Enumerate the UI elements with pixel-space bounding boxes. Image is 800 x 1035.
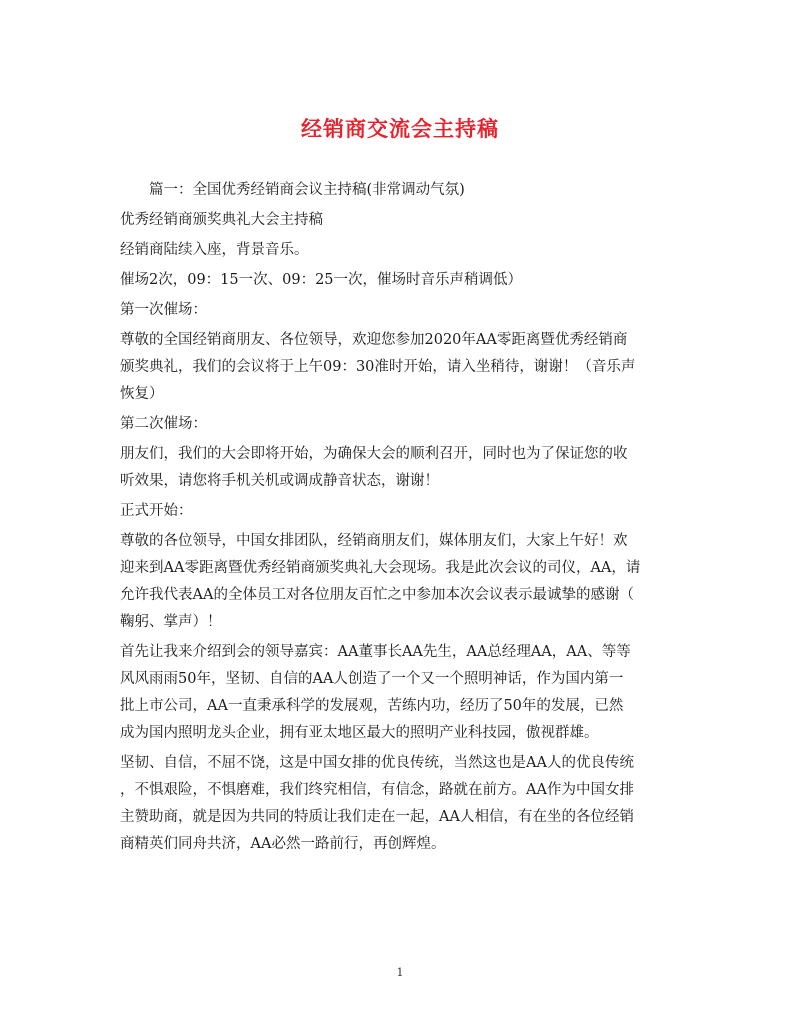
text-line: 恢复） [120,386,164,402]
paragraph [120,297,686,324]
text-line: 尊敬的各位领导，中国女排团队，经销商朋友们，媒体朋友们，大家上午好！欢 [120,533,628,549]
paragraph [120,327,686,408]
text-line: 催场2次，09：15一次、09：25一次，催场时音乐声稍调低） [120,272,523,288]
text-line: 正式开始： [120,503,193,519]
text-line: 朋友们，我们的大会即将开始，为确保大会的顺利召开，同时也为了保证您的收 [120,446,628,462]
paragraph [120,441,686,495]
text-line: 主赞助商，就是因为共同的特质让我们走在一起，AA人相信，有在坐的各位经销 [120,809,634,825]
paragraph [120,411,686,438]
paragraph [120,750,686,858]
paragraph [120,177,686,204]
text-line: 允许我代表AA的全体员工对各位朋友百忙之中参加本次会议表示最诚挚的感谢（ [120,587,634,603]
text-line: 坚韧、自信，不屈不饶，这是中国女排的优良传统，当然这也是AA人的优良传统 [120,755,634,771]
document-title: 经销商交流会主持稿 [301,116,499,141]
text-line: 听效果，请您将手机关机或调成静音状态，谢谢！ [120,473,439,489]
text-line: 篇一：全国优秀经销商会议主持稿(非常调动气氛) [149,182,465,198]
document-body [120,177,686,861]
page-number: 1 [396,966,404,979]
text-line: 鞠躬、掌声）！ [120,614,222,630]
text-line: 迎来到AA零距离暨优秀经销商颁奖典礼大会现场。我是此次会议的司仪，AA，请 [120,560,641,576]
text-line: ，不惧艰险，不惧磨难，我们终究相信，有信念，路就在前方。AA作为中国女排 [120,782,634,798]
text-line: 经销商陆续入座，背景音乐。 [120,242,309,258]
text-line: 第二次催场： [120,416,207,432]
text-line: 批上市公司，AA一直秉承科学的发展观，苦练内功，经历了50年的发展，已然 [120,698,624,714]
paragraph [120,498,686,525]
text-line: 风风雨雨50年，坚韧、自信的AA人创造了一个又一个照明神话，作为国内第一 [120,671,624,687]
paragraph [120,639,686,747]
text-line: 首先让我来介绍到会的领导嘉宾：AA董事长AA先生，AA总经理AA，AA、等等 [120,644,631,660]
text-line: 优秀经销商颁奖典礼大会主持稿 [120,212,323,228]
text-line: 尊敬的全国经销商朋友、各位领导，欢迎您参加2020年AA零距离暨优秀经销商 [120,332,628,348]
text-line: 商精英们同舟共济，AA必然一路前行，再创辉煌。 [120,836,446,852]
paragraph [120,267,686,294]
text-line: 成为国内照明龙头企业，拥有亚太地区最大的照明产业科技园，傲视群雄。 [120,725,599,741]
paragraph [120,237,686,264]
paragraph [120,207,686,234]
paragraph [120,528,686,636]
text-line: 第一次催场： [120,302,207,318]
text-line: 颁奖典礼，我们的会议将于上午09：30准时开始，请入坐稍待，谢谢！（音乐声 [120,359,636,375]
